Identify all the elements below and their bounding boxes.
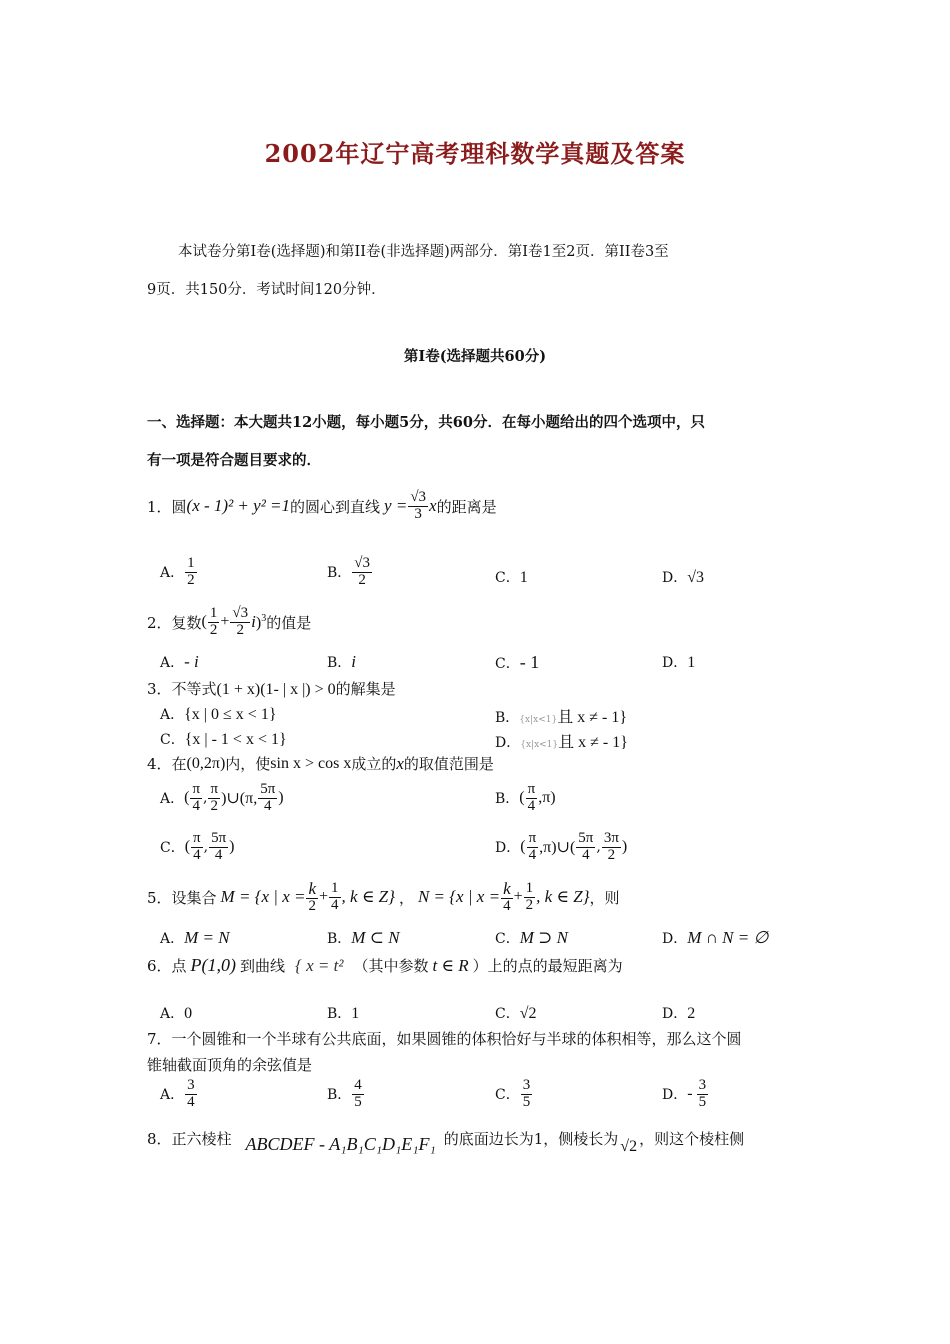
- q6-param: t ∈ R: [432, 955, 469, 975]
- q4-mid: 内，使: [225, 755, 271, 773]
- q1-circle-eq: (x - 1)² + y² =1: [186, 496, 291, 516]
- question-3: [147, 678, 396, 699]
- q4-condition: sin x > cos x: [270, 754, 352, 772]
- page-title: 2002年辽宁高考理科数学真题及答案: [264, 139, 686, 168]
- q3-tail: 的解集是: [335, 680, 396, 698]
- section-heading: 第Ⅰ卷(选择题共60分): [403, 348, 547, 365]
- q3-option-c[interactable]: C．{x | - 1 < x < 1}: [160, 731, 287, 748]
- q3-inequality: (1 + x)(1- | x |) > 0: [216, 681, 336, 698]
- q6-option-c[interactable]: C．√2: [495, 1005, 537, 1022]
- q4-option-d[interactable]: D． ( $\frac{\pi}{4}$ ,π)∪( $\frac{5\pi}{4}$ , $\frac{3\pi}{2}$ ): [495, 830, 628, 863]
- q4-var: x: [396, 753, 404, 773]
- q6-mid2: （其中参数: [353, 957, 429, 975]
- question-1: [147, 490, 497, 523]
- q4-interval: (0,2π): [186, 754, 226, 772]
- q3-option-b[interactable]: B．{x|x<1}且 x ≠ - 1}: [495, 709, 627, 726]
- part1-line-1: 一、选择题：本大题共12小题，每小题5分，共60分．在每小题给出的四个选项中，只: [147, 414, 705, 431]
- q3-option-d[interactable]: D．{x|x<1}且 x ≠ - 1}: [495, 734, 628, 751]
- q7-option-a[interactable]: A． $\frac{3}{4}$: [160, 1077, 195, 1110]
- q5-option-b[interactable]: B．M ⊂ N: [327, 928, 400, 947]
- q7-line-2: 锥轴截面顶角的余弦值是: [147, 1056, 313, 1074]
- question-6: [147, 955, 623, 976]
- q8-mid: 的底面边长为1，侧棱长为: [443, 1130, 619, 1148]
- q4-option-b[interactable]: B． ( $\frac{\pi}{4}$ ,π): [495, 781, 556, 814]
- q6-number: 6．点: [147, 957, 187, 975]
- q6-tail: ）上的点的最短距离为: [472, 957, 623, 975]
- q1-mid-text: 的圆心到直线: [290, 497, 381, 516]
- q4-mid2: 成立的: [351, 755, 397, 773]
- q4-option-a[interactable]: A． ( $\frac{\pi}{4}$ , $\frac{\pi}{2}$ )∪(π, $\frac{5\pi}{4}$ ): [160, 781, 284, 814]
- question-4: [147, 753, 494, 774]
- q5-tail: ，则: [589, 888, 620, 907]
- q1-number: 1．圆: [147, 497, 187, 516]
- q7-option-d[interactable]: D． - $\frac{3}{5}$: [662, 1077, 707, 1110]
- q6-point: P(1,0): [190, 955, 237, 975]
- q7-option-c[interactable]: C． $\frac{3}{5}$: [495, 1077, 531, 1110]
- q3-number: 3．不等式: [147, 680, 217, 698]
- q6-option-b[interactable]: B．1: [327, 1005, 360, 1022]
- q1-line-lhs: y =: [384, 496, 408, 516]
- q2-option-b[interactable]: B．i: [327, 652, 357, 671]
- q1-line-slope: $\frac{√3}{3}$: [410, 489, 427, 522]
- q2-option-c[interactable]: C．- 1: [495, 652, 540, 672]
- q5-option-d[interactable]: D．M ∩ N = ∅: [662, 928, 769, 947]
- q4-option-c[interactable]: C． ( $\frac{\pi}{4}$ , $\frac{5\pi}{4}$ ): [160, 830, 235, 863]
- q1-option-d[interactable]: D．√3: [662, 569, 705, 586]
- q2-option-a[interactable]: A．- i: [160, 652, 199, 671]
- q1-option-b[interactable]: B． $\frac{√3}{2}$: [327, 555, 371, 588]
- part1-line-2: 有一项是符合题目要求的．: [147, 452, 321, 469]
- q8-tail: ，则这个棱柱侧: [639, 1130, 745, 1148]
- q8-prism: ABCDEF - A₁B₁C₁D₁E₁F₁: [245, 1134, 436, 1154]
- q6-curve: { x = t²: [295, 955, 344, 975]
- q6-option-a[interactable]: A．0: [160, 1005, 193, 1022]
- q3-option-a[interactable]: A．{x | 0 ≤ x < 1}: [160, 706, 277, 723]
- q7-option-b[interactable]: B． $\frac{4}{5}$: [327, 1077, 362, 1110]
- q8-number: 8．正六棱柱: [147, 1130, 232, 1148]
- question-8: [147, 1128, 745, 1155]
- q2-option-d[interactable]: D．1: [662, 654, 696, 671]
- q1-option-a[interactable]: A． $\frac{1}{2}$: [160, 555, 195, 588]
- q1-tail: 的距离是: [436, 497, 497, 516]
- q2-frac-real: $\frac{1}{2}$: [209, 605, 218, 638]
- q7-line-1: 7．一个圆锥和一个半球有公共底面，如果圆锥的体积恰好与半球的体积相等，那么这个圆: [147, 1030, 742, 1048]
- q8-edge: √2: [620, 1137, 638, 1155]
- q2-frac-imag: $\frac{√3}{2}$: [232, 605, 249, 638]
- q6-mid: 到曲线: [240, 957, 286, 975]
- q4-number: 4．在: [147, 755, 187, 773]
- q2-number: 2．复数: [147, 613, 202, 632]
- intro-line-2: 9页．共150分．考试时间120分钟．: [147, 282, 386, 298]
- q5-number: 5．设集合: [147, 888, 217, 907]
- q4-tail: 的取值范围是: [403, 755, 494, 773]
- question-2: 2．复数 ( $\frac{1}{2}$ + $\frac{√3}{2}$ i )$^3$ 的值是: [147, 605, 312, 638]
- q5-set-n: N = {x | x =: [417, 887, 501, 907]
- q6-option-d[interactable]: D．2: [662, 1005, 696, 1022]
- q2-tail: 的值是: [266, 613, 312, 632]
- q1-option-c[interactable]: C．1: [495, 569, 528, 586]
- q5-option-a[interactable]: A．M = N: [160, 928, 230, 947]
- q1-line-var: x: [429, 496, 437, 516]
- question-5: 5．设集合 M = {x | x = $\frac{k}{2}$ + $\frac{1}{4}$ , k ∈ Z} ， N = {x | x = $\frac{k}{4}$ + $\frac{1}{2}$ , k ∈ Z} ，则: [147, 879, 620, 914]
- q5-set-m: M = {x | x =: [220, 887, 306, 907]
- q5-option-c[interactable]: C．M ⊃ N: [495, 928, 568, 947]
- intro-line-1: 本试卷分第Ⅰ卷(选择题)和第II卷(非选择题)两部分．第Ⅰ卷1至2页．第II卷3至: [178, 244, 669, 260]
